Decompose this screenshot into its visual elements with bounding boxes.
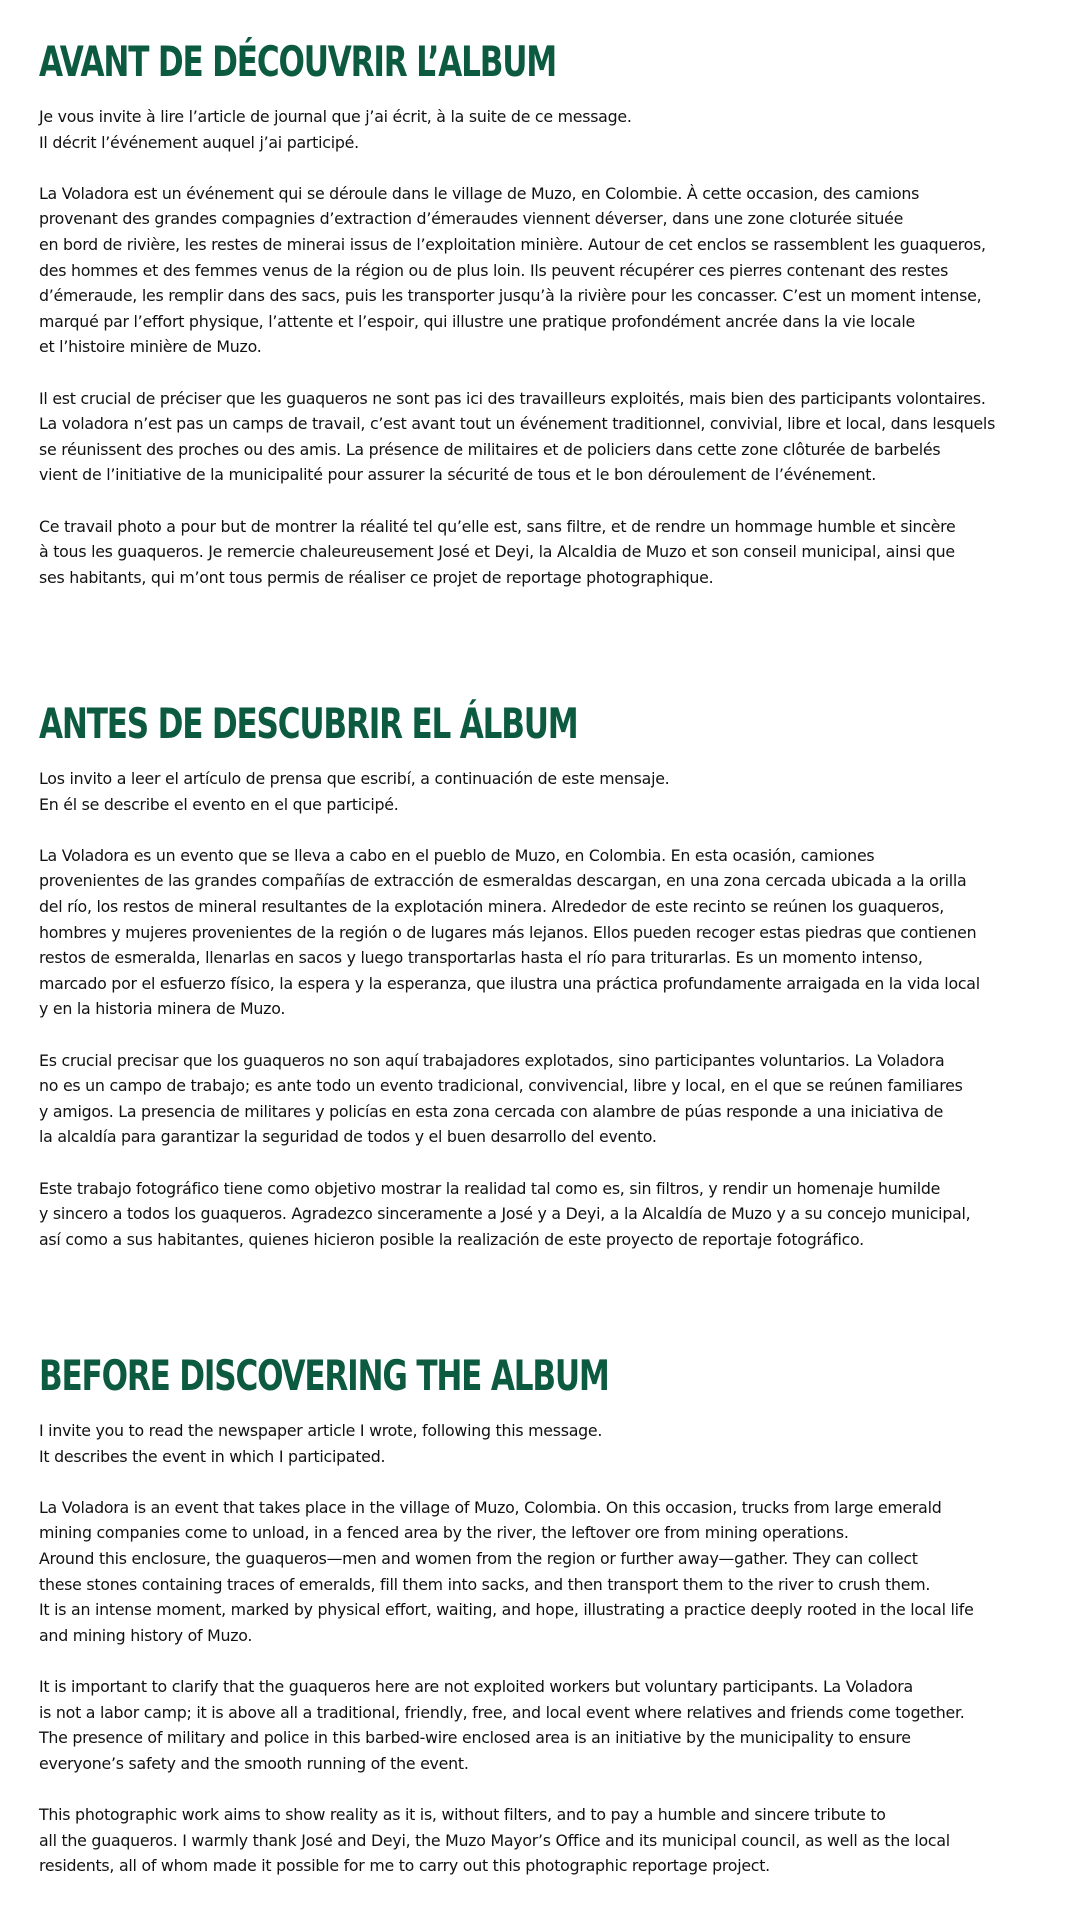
text-line: se réunissent des proches ou des amis. La présence de militaires et de policiers dans cette zone clôturée de barbelés (39, 439, 941, 459)
text-line: I invite you to read the newspaper article I wrote, following this message. (39, 1421, 603, 1440)
text-line: Es crucial precisar que los guaqueros no son aquí trabajadores explotados, sino participantes voluntarios. La Voladora (39, 1050, 945, 1070)
text-line: no es un campo de trabajo; es ante todo un evento tradicional, convivencial, libre y local, en el que se reúnen familiares (39, 1076, 963, 1096)
text-line: It describes the event in which I participated. (39, 1446, 386, 1466)
text-line: mining companies come to unload, in a fenced area by the river, the leftover ore from mining operations. (39, 1523, 849, 1543)
text-line: provenientes de las grandes compañías de extracción de esmeraldas descargan, en una zona cercada ubicada a la orilla (39, 871, 967, 891)
text-line: d’émeraude, les remplir dans des sacs, puis les transporter jusqu’à la rivière pour les concasser. C’est un moment intense, (39, 286, 982, 306)
text-line: la alcaldía para garantizar la seguridad de todos y el buen desarrollo del evento. (39, 1127, 657, 1147)
text-line: marqué par l’effort physique, l’attente et l’espoir, qui illustre une pratique profondément ancrée dans la vie locale (39, 311, 916, 331)
text-line: all the guaqueros. I warmly thank José and Deyi, the Muzo Mayor’s Office and its municipal council, as well as the local (39, 1830, 950, 1850)
text-line: en bord de rivière, les restes de minerai issus de l’exploitation minière. Autour de cet enclos se rassemblent les guaqueros, (39, 234, 986, 254)
section-title-english: BEFORE DISCOVERING THE ALBUM (39, 1351, 609, 1400)
text-line: Los invito a leer el artículo de prensa que escribí, a continuación de este mensaje. (39, 769, 670, 788)
text-line: y amigos. La presencia de militares y policías en esta zona cercada con alambre de púas responde a una iniciativa de (39, 1101, 944, 1121)
text-line: Around this enclosure, the guaqueros—men and women from the region or further away—gather. They can collect (39, 1548, 918, 1568)
section-title-spanish: ANTES DE DESCUBRIR EL ÁLBUM (39, 699, 578, 748)
paragraph-event-description (39, 1495, 1054, 1649)
text-line: The presence of military and police in this barbed-wire enclosed area is an initiative by the municipality to ensure (39, 1728, 911, 1748)
text-line: these stones containing traces of emeralds, fill them into sacks, and then transport them to the river to crush them. (39, 1574, 931, 1594)
paragraph-clarification (39, 1674, 1054, 1776)
text-line: It is an intense moment, marked by physical effort, waiting, and hope, illustrating a practice deeply rooted in the local life (39, 1600, 974, 1620)
paragraph-clarification (39, 1048, 1054, 1150)
text-line: La Voladora is an event that takes place in the village of Muzo, Colombia. On this occasion, trucks from large emerald (39, 1497, 942, 1517)
paragraph-acknowledgements (39, 1802, 1054, 1879)
text-line: everyone’s safety and the smooth running of the event. (39, 1753, 469, 1773)
paragraph-event-description (39, 843, 1054, 1022)
text-line: It is important to clarify that the guaqueros here are not exploited workers but voluntary participants. La Voladora (39, 1676, 913, 1696)
text-line: Este trabajo fotográfico tiene como objetivo mostrar la realidad tal como es, sin filtros, y rendir un homenaje humilde (39, 1178, 941, 1198)
text-line: y sincero a todos los guaqueros. Agradezco sinceramente a José y a Deyi, a la Alcaldía de Muzo y a su concejo municipal, (39, 1204, 971, 1224)
text-line: des hommes et des femmes venus de la région ou de plus loin. Ils peuvent récupérer ces pierres contenant des restes (39, 260, 949, 280)
paragraph-intro (39, 104, 1054, 155)
text-line: provenant des grandes compagnies d’extraction d’émeraudes viennent déverser, dans une zone cloturée située (39, 209, 904, 229)
text-line: is not a labor camp; it is above all a traditional, friendly, free, and local event where relatives and friends come together. (39, 1702, 965, 1722)
text-line: La Voladora es un evento que se lleva a cabo en el pueblo de Muzo, en Colombia. En esta ocasión, camiones (39, 845, 875, 865)
text-line: vient de l’initiative de la municipalité pour assurer la sécurité de tous et le bon déroulement de l’événement. (39, 465, 877, 485)
paragraph-event-description (39, 181, 1054, 360)
text-line: Ce travail photo a pour but de montrer la réalité tel qu’elle est, sans filtre, et de rendre un hommage humble et sincère (39, 516, 956, 536)
text-line: Il décrit l’événement auquel j’ai participé. (39, 132, 359, 152)
text-line: ses habitants, qui m’ont tous permis de réaliser ce projet de reportage photographique. (39, 567, 714, 587)
text-line: hombres y mujeres provenientes de la región o de lugares más lejanos. Ellos pueden recoger estas piedras que contienen (39, 922, 977, 942)
paragraph-clarification (39, 386, 1054, 488)
text-line: Il est crucial de préciser que les guaqueros ne sont pas ici des travailleurs exploités, mais bien des participants volontaires. (39, 388, 986, 408)
text-line: En él se describe el evento en el que participé. (39, 794, 399, 814)
text-line: Je vous invite à lire l’article de journal que j’ai écrit, à la suite de ce message. (39, 107, 632, 126)
text-line: y en la historia minera de Muzo. (39, 999, 286, 1019)
section-spanish (39, 698, 1054, 1278)
text-line: and mining history of Muzo. (39, 1625, 253, 1645)
text-line: del río, los restos de mineral resultantes de la explotación minera. Alrededor de este recinto se reúnen los guaqueros, (39, 896, 944, 916)
text-line: marcado por el esfuerzo físico, la espera y la esperanza, que ilustra una práctica profundamente arraigada en la vida local (39, 973, 980, 993)
text-line: así como a sus habitantes, quienes hicieron posible la realización de este proyecto de reportaje fotográfico. (39, 1229, 864, 1249)
section-title-french: AVANT DE DÉCOUVRIR L’ALBUM (39, 37, 557, 86)
section-english (39, 1350, 1054, 1904)
paragraph-acknowledgements (39, 1176, 1054, 1253)
text-line: restos de esmeralda, llenarlas en sacos y luego transportarlas hasta el río para triturarlas. Es un momento intenso, (39, 948, 923, 968)
text-line: This photographic work aims to show reality as it is, without filters, and to pay a humble and sincere tribute to (39, 1804, 886, 1824)
text-line: et l’histoire minière de Muzo. (39, 337, 262, 357)
text-line: à tous les guaqueros. Je remercie chaleureusement José et Deyi, la Alcaldia de Muzo et son conseil municipal, ainsi que (39, 542, 955, 562)
text-line: La voladora n’est pas un camps de travail, c’est avant tout un événement traditionnel, convivial, libre et local, dans lesquels (39, 414, 996, 434)
section-french (39, 36, 1054, 616)
text-line: La Voladora est un événement qui se déroule dans le village de Muzo, en Colombie. À cette occasion, des camions (39, 183, 920, 203)
paragraph-intro (39, 1418, 1054, 1469)
paragraph-intro (39, 766, 1054, 817)
text-line: residents, all of whom made it possible for me to carry out this photographic reportage project. (39, 1856, 770, 1876)
paragraph-acknowledgements (39, 514, 1054, 591)
